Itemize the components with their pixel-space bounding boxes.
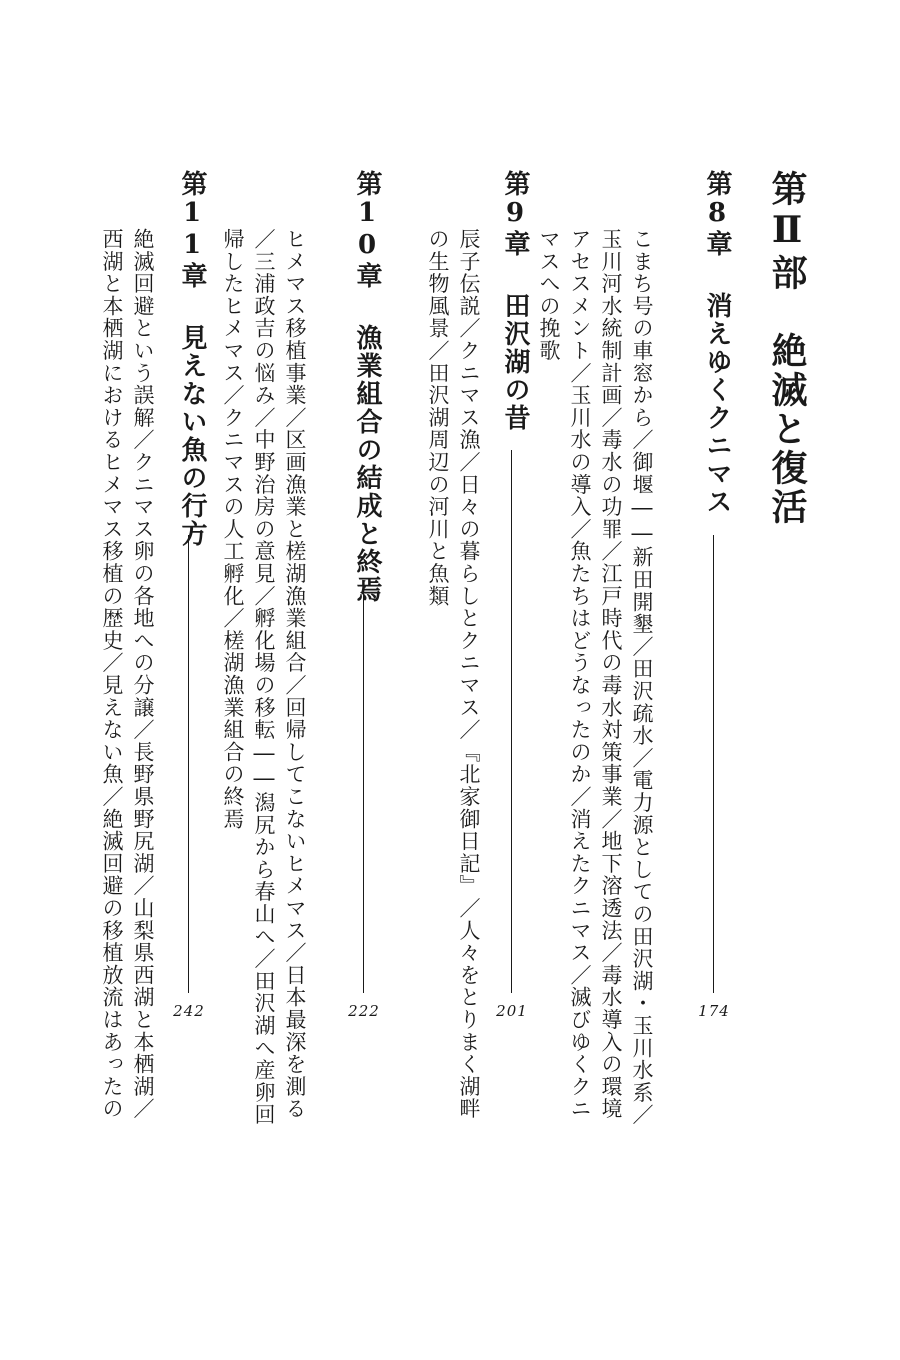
chapter-9-page-number: 201: [496, 1002, 528, 1020]
chapter-9-title: 田沢湖の昔: [500, 292, 530, 432]
chapter-11-number: 第11章: [177, 170, 207, 290]
chapter-10-page-number: 222: [348, 1002, 380, 1020]
chapter-11-description: 絶滅回避という誤解／クニマス卵の各地への分譲／長野県野尻湖／山梨県西湖と本栖湖／西湖と本栖湖におけるヒメマス移植の歴史／見えない魚／絶滅回避の移植放流はあったの: [100, 228, 155, 1120]
chapter-11-leader: [188, 535, 189, 993]
chapter-10-description: ヒメマス移植事業／区画漁業と槎湖漁業組合／回帰してこないヒメマス／日本最深を測る／三浦政吉の悩み／中野治房の意見／孵化場の移転――潟尻から春山へ／田沢湖へ産卵回帰したヒメマス／クニマスの人工孵化／槎湖漁業組合の終焉: [221, 228, 307, 1126]
chapter-10-leader: [363, 590, 364, 993]
chapter-8-title: 消えゆくクニマス: [702, 292, 732, 516]
chapter-11-title: 見えない魚の行方: [177, 324, 207, 548]
part-title: 第Ⅱ部 絶滅と復活: [766, 170, 808, 527]
chapter-8-heading: [699, 170, 736, 516]
chapter-11-page-number: 242: [173, 1002, 205, 1020]
chapter-10-number: 第10章: [352, 170, 382, 290]
chapter-9-leader: [511, 450, 512, 993]
chapter-9-number: 第9章: [500, 170, 530, 258]
chapter-8-description: こまち号の車窓から／御堰――新田開墾／田沢疏水／電力源としての田沢湖・玉川水系／玉川河水統制計画／毒水の功罪／江戸時代の毒水対策事業／地下溶透法／毒水導入の環境アセスメント／玉川水の導入／魚たちはどうなったのか／消えたクニマス／滅びゆくクニマスへの挽歌: [537, 228, 654, 1126]
chapter-8-page-number: 174: [698, 1002, 730, 1020]
chapter-11-heading: [174, 170, 211, 548]
chapter-10-title: 漁業組合の結成と終焉: [352, 324, 382, 604]
chapter-8-leader: [713, 535, 714, 993]
chapter-9-description: 辰子伝説／クニマス漁／日々の暮らしとクニマス／『北家御日記』／人々をとりまく湖畔の生物風景／田沢湖周辺の河川と魚類: [426, 228, 481, 1120]
chapter-9-heading: [497, 170, 534, 432]
chapter-10-heading: [349, 170, 386, 604]
chapter-8-number: 第8章: [702, 170, 732, 258]
